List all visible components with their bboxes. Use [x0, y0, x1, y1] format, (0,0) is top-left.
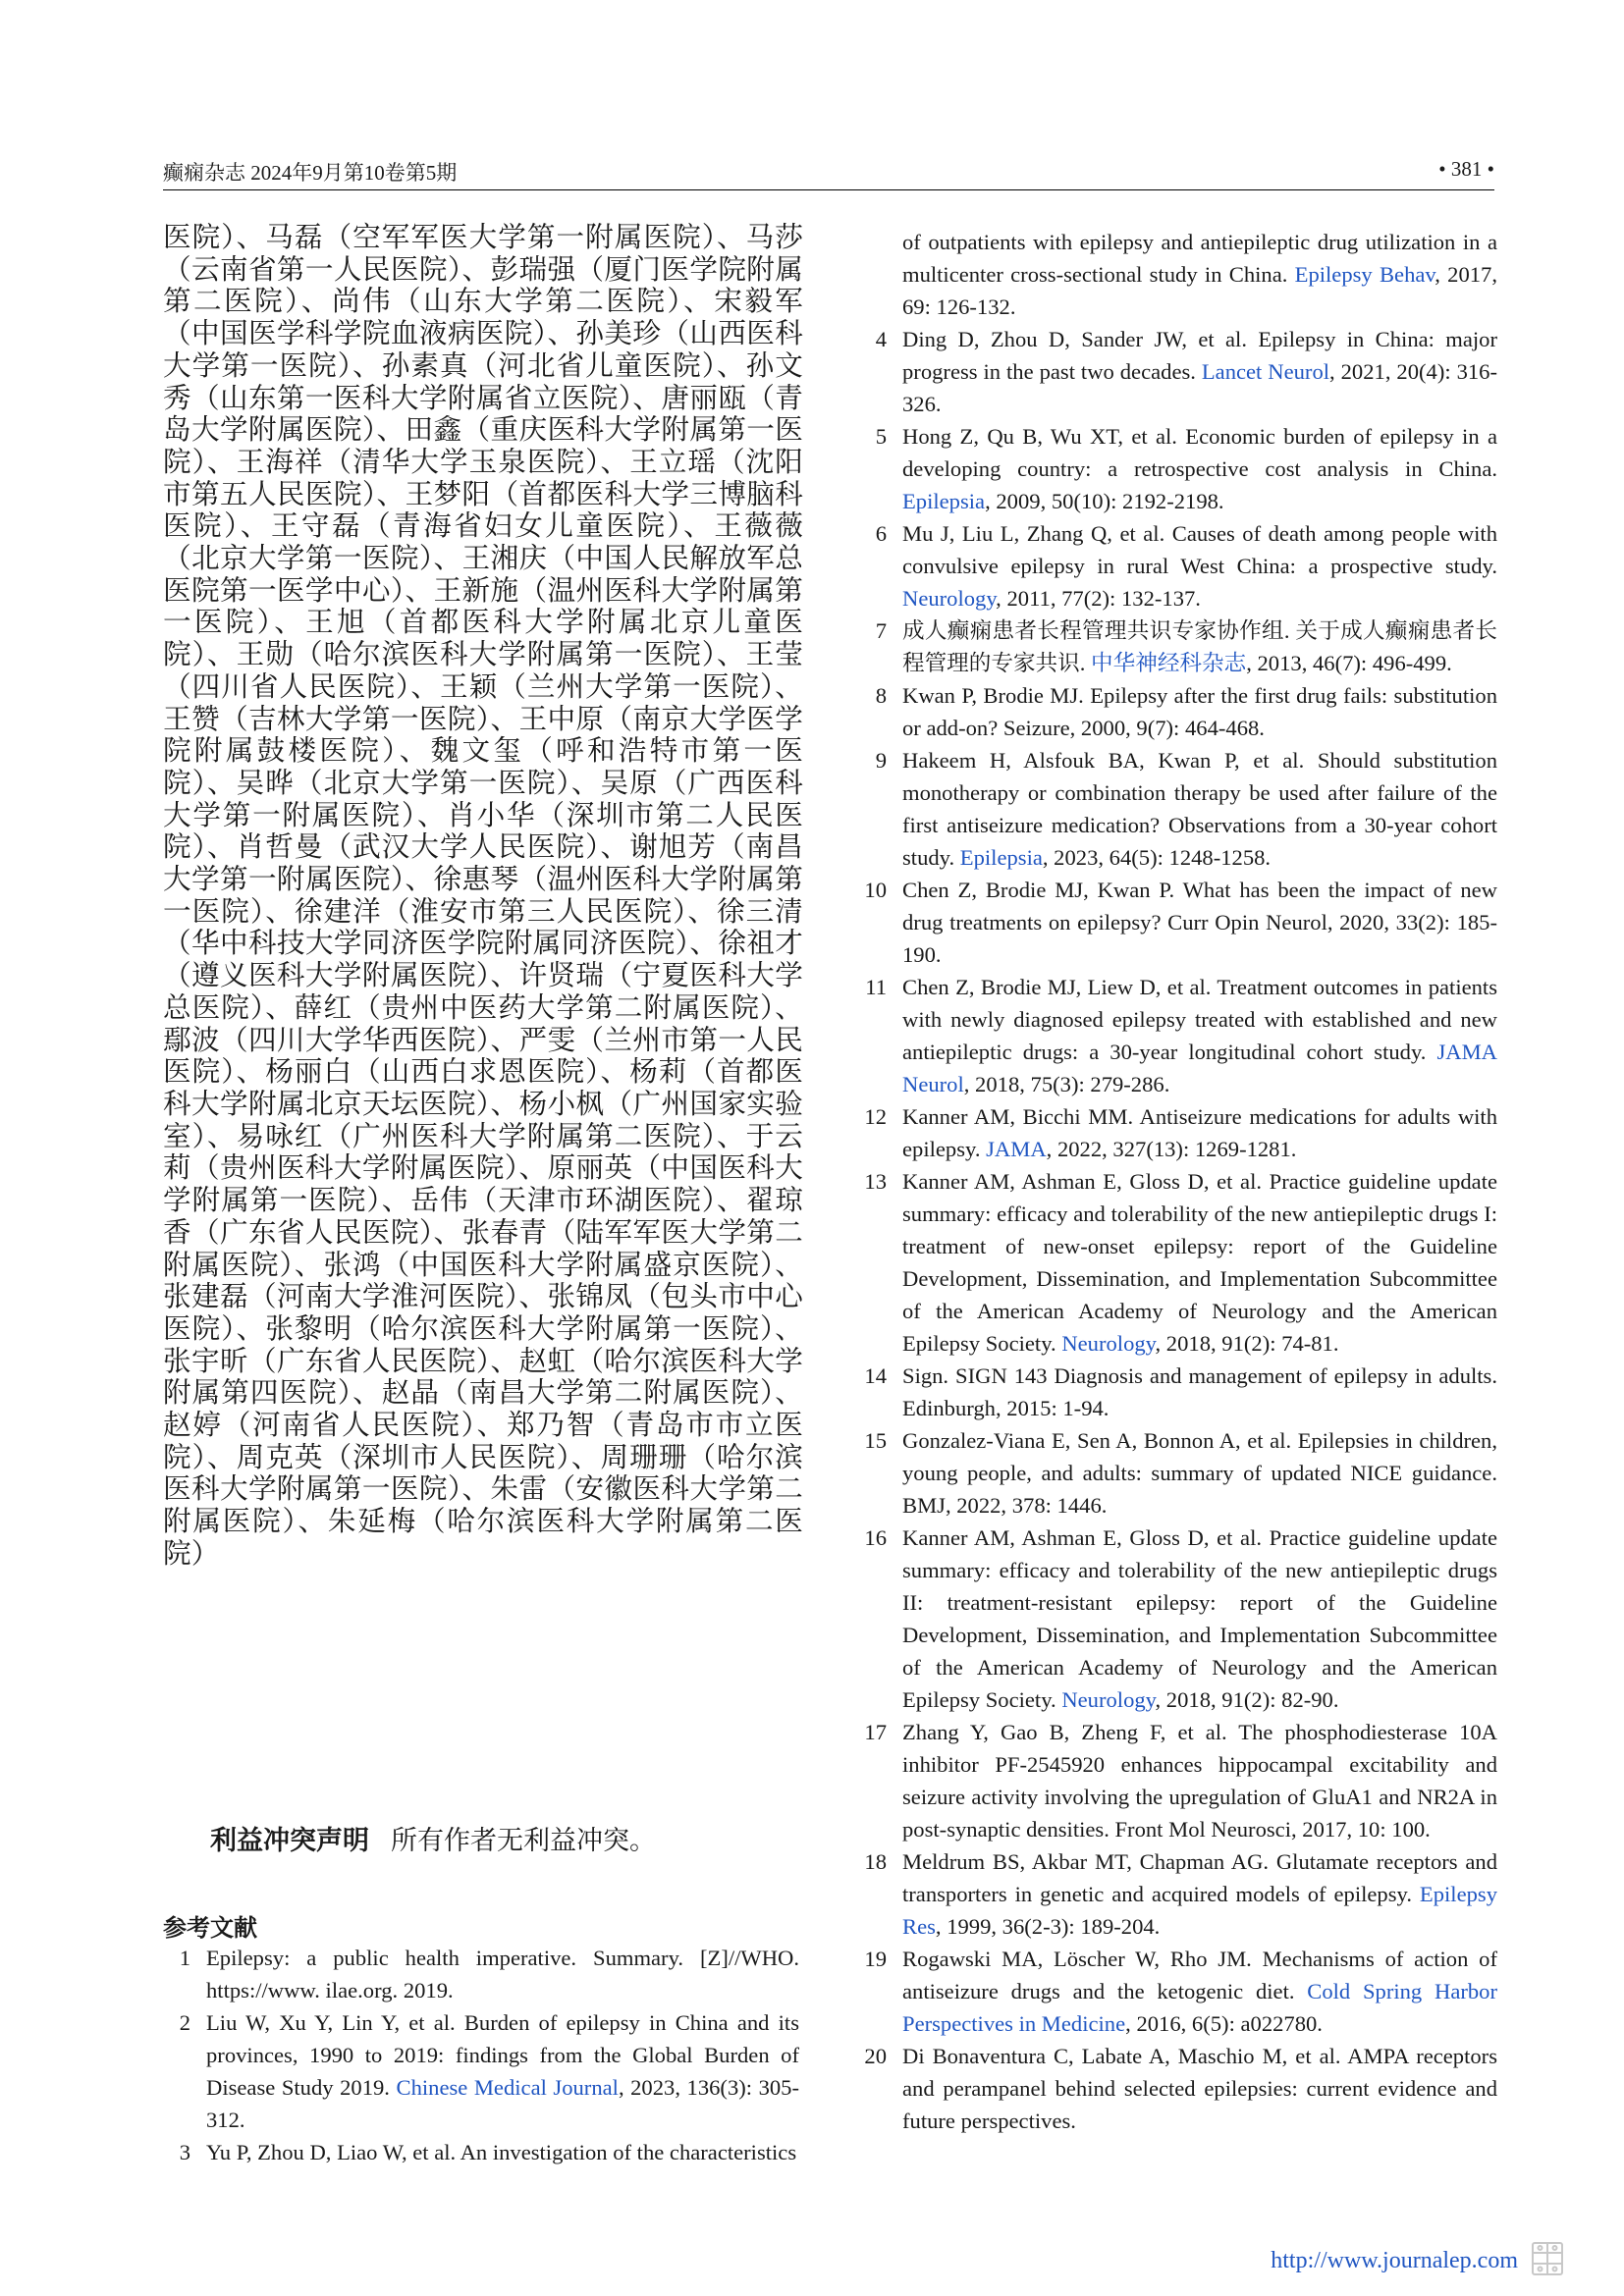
reference-item: 2 Liu W, Xu Y, Lin Y, et al. Burden of epilepsy in China and its provinces, 1990 to 2019: findings from the Global Burden of Disease Study 2019. Chinese Medical Journal, 2023, 136(3): 305-312.	[179, 2010, 800, 2132]
reference-item: 13 Kanner AM, Ashman E, Gloss D, et al. Practice guideline update summary: efficacy and tolerability of the new antiepileptic drugs I: treatment of new-onset epilepsy: report of the Guideline Development, Dissemination, and Implementation Subcommittee of the American Academy of Neurology and the American Epilepsy Society. Neurology, 2018, 91(2): 74-81.	[864, 1169, 1497, 1356]
journal-link[interactable]: Epilepsy Res	[902, 1882, 1497, 1939]
coi-label: 利益冲突声明	[210, 1826, 369, 1856]
journal-link[interactable]: JAMA	[986, 1137, 1047, 1161]
journal-link[interactable]: Epilepsy Behav	[1294, 262, 1435, 287]
reference-item: 12 Kanner AM, Bicchi MM. Antiseizure medications for adults with epilepsy. JAMA, 2022, 327(13): 1269-1281.	[864, 1104, 1497, 1161]
journal-link[interactable]: Neurology	[902, 586, 997, 611]
journal-url[interactable]: http://www.journalep.com	[1271, 2248, 1518, 2273]
page-number: • 381 •	[1438, 157, 1494, 181]
journal-link[interactable]: Epilepsia	[902, 489, 986, 513]
journal-link[interactable]: Chinese Medical Journal	[396, 2075, 619, 2100]
reference-item: 18 Meldrum BS, Akbar MT, Chapman AG. Glutamate receptors and transporters in genetic and acquired models of epilepsy. Epilepsy Res, 1999, 36(2-3): 189-204.	[864, 1849, 1497, 1939]
reference-item: 6 Mu J, Liu L, Zhang Q, et al. Causes of death among people with convulsive epilepsy in rural West China: a prospective study. Neurology, 2011, 77(2): 132-137.	[875, 521, 1497, 611]
reference-item: 19 Rogawski MA, Löscher W, Rho JM. Mechanisms of action of antiseizure drugs and the ketogenic diet. Cold Spring Harbor Perspectives in Medicine, 2016, 6(5): a022780.	[864, 1947, 1497, 2036]
journal-link[interactable]: JAMA Neurol	[902, 1040, 1497, 1096]
reference-item: 3 Yu P, Zhou D, Liao W, et al. An investigation of the characteristics	[179, 2140, 797, 2164]
reference-item: 10 Chen Z, Brodie MJ, Kwan P. What has been the impact of new drug treatments on epilepsy? Curr Opin Neurol, 2020, 33(2): 185-190.	[864, 878, 1497, 967]
reference-item: 17 Zhang Y, Gao B, Zheng F, et al. The phosphodiesterase 10A inhibitor PF-2545920 enhances hippocampal excitability and seizure activity involving the upregulation of GluA1 and NR2A in post-synaptic densities. Front Mol Neurosci, 2017, 10: 100.	[864, 1720, 1497, 1842]
reference-item: 20 Di Bonaventura C, Labate A, Maschio M, et al. AMPA receptors and perampanel behind selected epilepsies: current evidence and future perspectives.	[864, 2044, 1497, 2133]
reference-item: 9 Hakeem H, Alsfouk BA, Kwan P, et al. Should substitution monotherapy or combination therapy be used after failure of the first antiseizure medication? Observations from a 30-year cohort study. Epilepsia, 2023, 64(5): 1248-1258.	[875, 748, 1497, 870]
journal-link[interactable]: Neurology	[1061, 1331, 1156, 1356]
reference-item: 15 Gonzalez-Viana E, Sen A, Bonnon A, et al. Epilepsies in children, young people, and adults: summary of updated NICE guidance. BMJ, 2022, 378: 1446.	[864, 1428, 1497, 1518]
journal-link[interactable]: 中华神经科杂志	[1091, 651, 1247, 675]
running-header-journal: 癫痫杂志 2024年9月第10卷第5期	[163, 161, 458, 185]
journal-link[interactable]: Neurology	[1061, 1687, 1156, 1712]
header-rule	[163, 189, 1494, 190]
reference-item: of outpatients with epilepsy and antiepileptic drug utilization in a multicenter cross-sectional study in China. Epilepsy Behav, 2017, 69: 126-132.	[902, 230, 1498, 319]
contributors-paragraph: 医院）、马磊（空军军医大学第一附属医院）、马莎（云南省第一人民医院）、彭瑞强（厦门医学院附属第二医院）、尚伟（山东大学第二医院）、宋毅军（中国医学科学院血液病医院）、孙美珍（山西医科大学第一医院）、孙素真（河北省儿童医院）、孙文秀（山东第一医科大学附属省立医院）、唐丽瓯（青岛大学附属医院）、田鑫（重庆医科大学附属第一医院）、王海祥（清华大学玉泉医院）、王立瑶（沈阳市第五人民医院）、王梦阳（首都医科大学三博脑科医院）、王守磊（青海省妇女儿童医院）、王薇薇（北京大学第一医院）、王湘庆（中国人民解放军总医院第一医学中心）、王新施（温州医科大学附属第一医院）、王旭（首都医科大学附属北京儿童医院）、王勋（哈尔滨医科大学附属第一医院）、王莹（四川省人民医院）、王颖（兰州大学第一医院）、王赞（吉林大学第一医院）、王中原（南京大学医学院附属鼓楼医院）、魏文玺（呼和浩特市第一医院）、吴晔（北京大学第一医院）、吴原（广西医科大学第一附属医院）、肖小华（深圳市第二人民医院）、肖哲曼（武汉大学人民医院）、谢旭芳（南昌大学第一附属医院）、徐惠琴（温州医科大学附属第一医院）、徐建洋（淮安市第三人民医院）、徐三清（华中科技大学同济医学院附属同济医院）、徐祖才（遵义医科大学附属医院）、许贤瑞（宁夏医科大学总医院）、薛红（贵州中医药大学第二附属医院）、鄢波（四川大学华西医院）、严雯（兰州市第一人民医院）、杨丽白（山西白求恩医院）、杨莉（首都医科大学附属北京天坛医院）、杨小枫（广州国家实验室）、易咏红（广州医科大学附属第二医院）、于云莉（贵州医科大学附属医院）、原丽英（中国医科大学附属第一医院）、岳伟（天津市环湖医院）、翟琼香（广东省人民医院）、张春青（陆军军医大学第二附属医院）、张鸿（中国医科大学附属盛京医院）、张建磊（河南大学淮河医院）、张锦凤（包头市中心医院）、张黎明（哈尔滨医科大学附属第一医院）、张宇昕（广东省人民医院）、赵虹（哈尔滨医科大学附属第四医院）、赵晶（南昌大学第二附属医院）、赵婷（河南省人民医院）、郑乃智（青岛市市立医院）、周克英（深圳市人民医院）、周珊珊（哈尔滨医科大学附属第一医院）、朱雷（安徽医科大学第二附属医院）、朱延梅（哈尔滨医科大学附属第二医院）	[163, 220, 803, 1570]
left-column	[163, 221, 803, 1570]
reference-item: 4 Ding D, Zhou D, Sander JW, et al. Epilepsy in China: major progress in the past two decades. Lancet Neurol, 2021, 20(4): 316-326.	[875, 327, 1497, 416]
journal-logo-icon	[1530, 2240, 1565, 2277]
reference-item: 8 Kwan P, Brodie MJ. Epilepsy after the first drug fails: substitution or add-on? Seizure, 2000, 9(7): 464-468.	[875, 683, 1497, 740]
journal-link[interactable]: Lancet Neurol	[1201, 359, 1330, 384]
coi-text: 所有作者无利益冲突。	[391, 1826, 656, 1856]
reference-item: 16 Kanner AM, Ashman E, Gloss D, et al. Practice guideline update summary: efficacy and tolerability of the new antiepileptic drugs II: treatment-resistant epilepsy: report of the Guideline Development, Dissemination, and Implementation Subcommittee of the American Academy of Neurology and the American Epilepsy Society. Neurology, 2018, 91(2): 82-90.	[864, 1525, 1497, 1712]
reference-item: 5 Hong Z, Qu B, Wu XT, et al. Economic burden of epilepsy in a developing country: a retrospective cost analysis in China. Epilepsia, 2009, 50(10): 2192-2198.	[875, 424, 1497, 513]
reference-item: 11 Chen Z, Brodie MJ, Liew D, et al. Treatment outcomes in patients with newly diagnosed epilepsy treated with established and new antiepileptic drugs: a 30-year longitudinal cohort study. JAMA Neurol, 2018, 75(3): 279-286.	[865, 975, 1497, 1096]
journal-link[interactable]: Cold Spring Harbor Perspectives in Medicine	[902, 1979, 1497, 2036]
reference-item: 14 Sign. SIGN 143 Diagnosis and management of epilepsy in adults. Edinburgh, 2015: 1-94.	[864, 1363, 1497, 1420]
reference-item: 1 Epilepsy: a public health imperative. Summary. [Z]//WHO. https://www. ilae.org. 2019.	[179, 1946, 799, 2002]
reference-item: 7 成人癫痫患者长程管理共识专家协作组. 关于成人癫痫患者长程管理的专家共识. 中华神经科杂志, 2013, 46(7): 496-499.	[875, 618, 1497, 675]
journal-link[interactable]: Epilepsia	[959, 845, 1043, 870]
references-title: 参考文献	[163, 1914, 257, 1942]
conflict-of-interest	[210, 1819, 656, 1857]
